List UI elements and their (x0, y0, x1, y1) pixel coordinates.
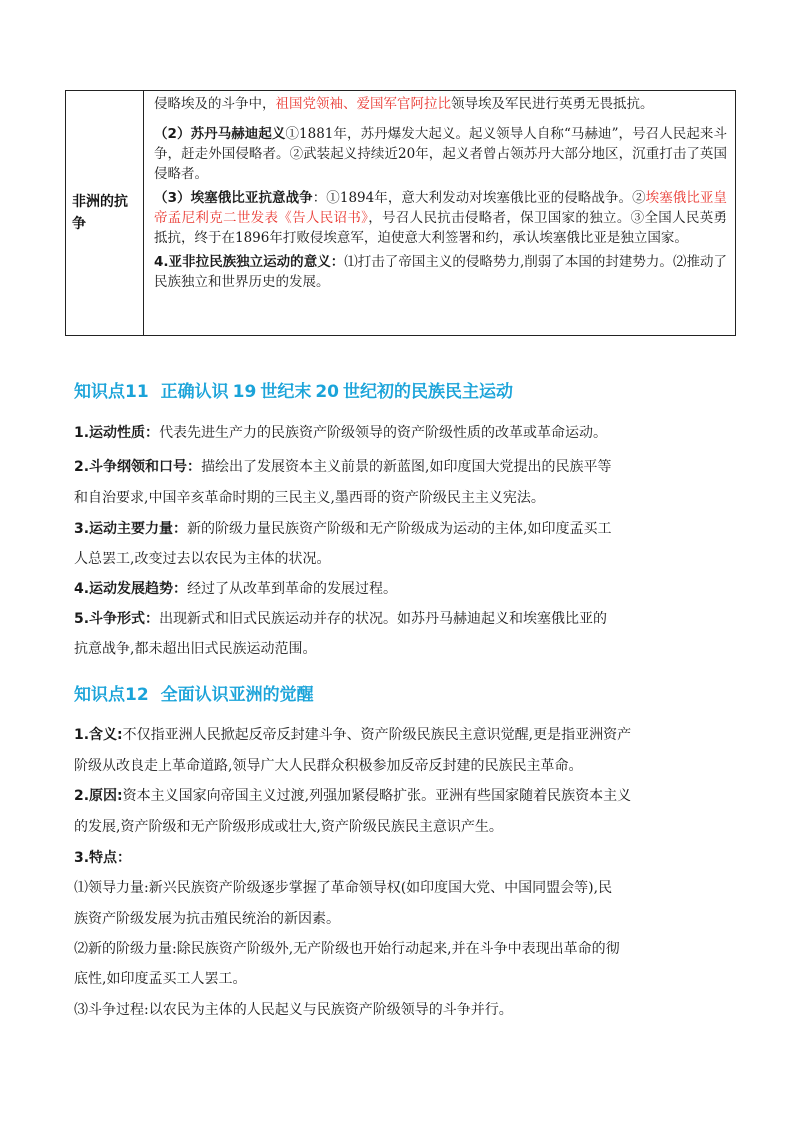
s12-item2-text1: 资本主义国家向帝国主义过渡,列强加紧侵略扩张。亚洲有些国家随着民族资本主义 (122, 788, 632, 804)
section11-title-a: 正确认识 (160, 382, 229, 402)
table-content-cell (144, 91, 735, 335)
sudan-heading: （2）苏丹马赫迪起义 (154, 126, 286, 142)
s11-item3-line2: 人总罢工,改变过去以农民为主体的状况。 (74, 551, 331, 567)
s11-item1-label: 1.运动性质： (74, 425, 160, 441)
egypt-text-a: 侵略埃及的斗争中， (154, 96, 276, 112)
ethiopia-text-a: ：①1894年，意大利发动对埃塞俄比亚的侵略战争。② (312, 190, 646, 206)
s12-item2-label: 2.原因: (74, 788, 123, 804)
egypt-highlight: 祖国党领袖、爱国军官阿拉比 (275, 96, 451, 112)
section11-title-e: 世纪初的民族民主运动 (343, 382, 514, 402)
s11-item4-line1 (74, 579, 734, 599)
section11-title-b: 19 (232, 382, 257, 402)
s11-item2-label: 2.斗争纲领和口号： (74, 459, 202, 475)
s11-item3-label: 3.运动主要力量： (74, 521, 188, 537)
s12-item2-line1 (74, 786, 734, 806)
s12-point1-line2: 族资产阶级发展为抗击殖民统治的新因素。 (74, 911, 340, 927)
s12-point3-line1: ⑶斗争过程:以农民为主体的人民起义与民族资产阶级领导的斗争并行。 (74, 1002, 513, 1018)
s12-item3-label: 3.特点： (74, 850, 132, 866)
s12-point2-line1: ⑵新的阶级力量:除民族资产阶级外,无产阶级也开始行动起来,并在斗争中表现出革命的彻 (74, 941, 620, 957)
africa-struggle-table (65, 90, 736, 336)
s12-point2-line2: 底性,如印度孟买工人罢工。 (74, 971, 247, 987)
s11-item3-text1: 新的阶级力量民族资产阶级和无产阶级成为运动的主体,如印度孟买工 (187, 521, 612, 537)
table-row-label-cell (66, 91, 144, 335)
egypt-paragraph (154, 94, 727, 114)
ethiopia-heading: （3）埃塞俄比亚抗意战争 (154, 190, 313, 206)
s12-point1-line1: ⑴领导力量:新兴民族资产阶级逐步掌握了革命领导权(如印度国大党、中国同盟会等),民 (74, 880, 613, 896)
s12-item1-line1 (74, 725, 734, 745)
s11-item4-text: 经过了从改革到革命的发展过程。 (187, 581, 398, 597)
significance-paragraph (154, 252, 727, 292)
s12-item1-line2: 阶级从改良走上革命道路,领导广大人民群众积极参加反帝反封建的民族民主革命。 (74, 758, 583, 774)
section12-title: 全面认识亚洲的觉醒 (160, 685, 314, 705)
section12-heading (74, 680, 314, 705)
s12-item3-label-line (74, 848, 734, 868)
s11-item1-line1 (74, 423, 734, 443)
table-row-label: 非洲的抗争 (72, 194, 128, 232)
s11-item2-line1 (74, 457, 734, 477)
s11-item5-text1: 出现新式和旧式民族运动并存的状况。如苏丹马赫迪起义和埃塞俄比亚的 (159, 611, 608, 627)
section11-title-d: 20 (315, 382, 340, 402)
significance-text: ⑴打击了帝国主义的侵略势力,削弱了本国的封建势力。⑵推动了民族独立和世界历史的发展。 (154, 254, 727, 290)
significance-heading: 4.亚非拉民族独立运动的意义： (154, 254, 345, 270)
sudan-paragraph (154, 124, 727, 184)
s11-item5-line2: 抗意战争,都未超出旧式民族运动范围。 (74, 641, 317, 657)
ethiopia-paragraph (154, 188, 727, 248)
sudan-text: ①1881年，苏丹爆发大起义。起义领导人自称“马赫迪”，号召人民起来斗争，赶走外国侵略者。②武装起义持续近20年，起义者曾占领苏丹大部分地区，沉重打击了英国侵略者。 (154, 126, 727, 182)
s11-item4-label: 4.运动发展趋势： (74, 581, 188, 597)
s11-item2-line2: 和自治要求,中国辛亥革命时期的三民主义,墨西哥的资产阶级民主主义宪法。 (74, 490, 545, 506)
ethiopia-text-b: ，号召人民抗击侵略者，保卫国家的独立。③全国人民英勇抵抗，终于在1896年打败侵埃意军，迫使意大利签署和约，承认埃塞俄比亚是独立国家。 (154, 210, 728, 246)
s11-item5-label: 5.斗争形式： (74, 611, 160, 627)
section12-number: 知识点12 (74, 685, 149, 705)
s11-item1-text: 代表先进生产力的民族资产阶级领导的资产阶级性质的改革或革命运动。 (159, 425, 608, 441)
s11-item3-line1 (74, 519, 734, 539)
egypt-text-b: 领导埃及军民进行英勇无畏抵抗。 (451, 96, 654, 112)
s12-item1-text1: 不仅指亚洲人民掀起反帝反封建斗争、资产阶级民族民主意识觉醒,更是指亚洲资产 (122, 727, 632, 743)
s12-item2-line2: 的发展,资产阶级和无产阶级形成或壮大,资产阶级民族民主意识产生。 (74, 819, 503, 835)
s11-item5-line1 (74, 609, 734, 629)
s11-item2-text1: 描绘出了发展资本主义前景的新蓝图,如印度国大党提出的民族平等 (201, 459, 612, 475)
section11-number: 知识点11 (74, 382, 149, 402)
s12-item1-label: 1.含义: (74, 727, 123, 743)
ethiopia-highlight: 埃塞俄比亚皇帝孟尼利克二世发表《告人民诏书》 (154, 190, 727, 226)
section11-heading (74, 377, 513, 402)
section11-title-c: 世纪末 (260, 382, 312, 402)
